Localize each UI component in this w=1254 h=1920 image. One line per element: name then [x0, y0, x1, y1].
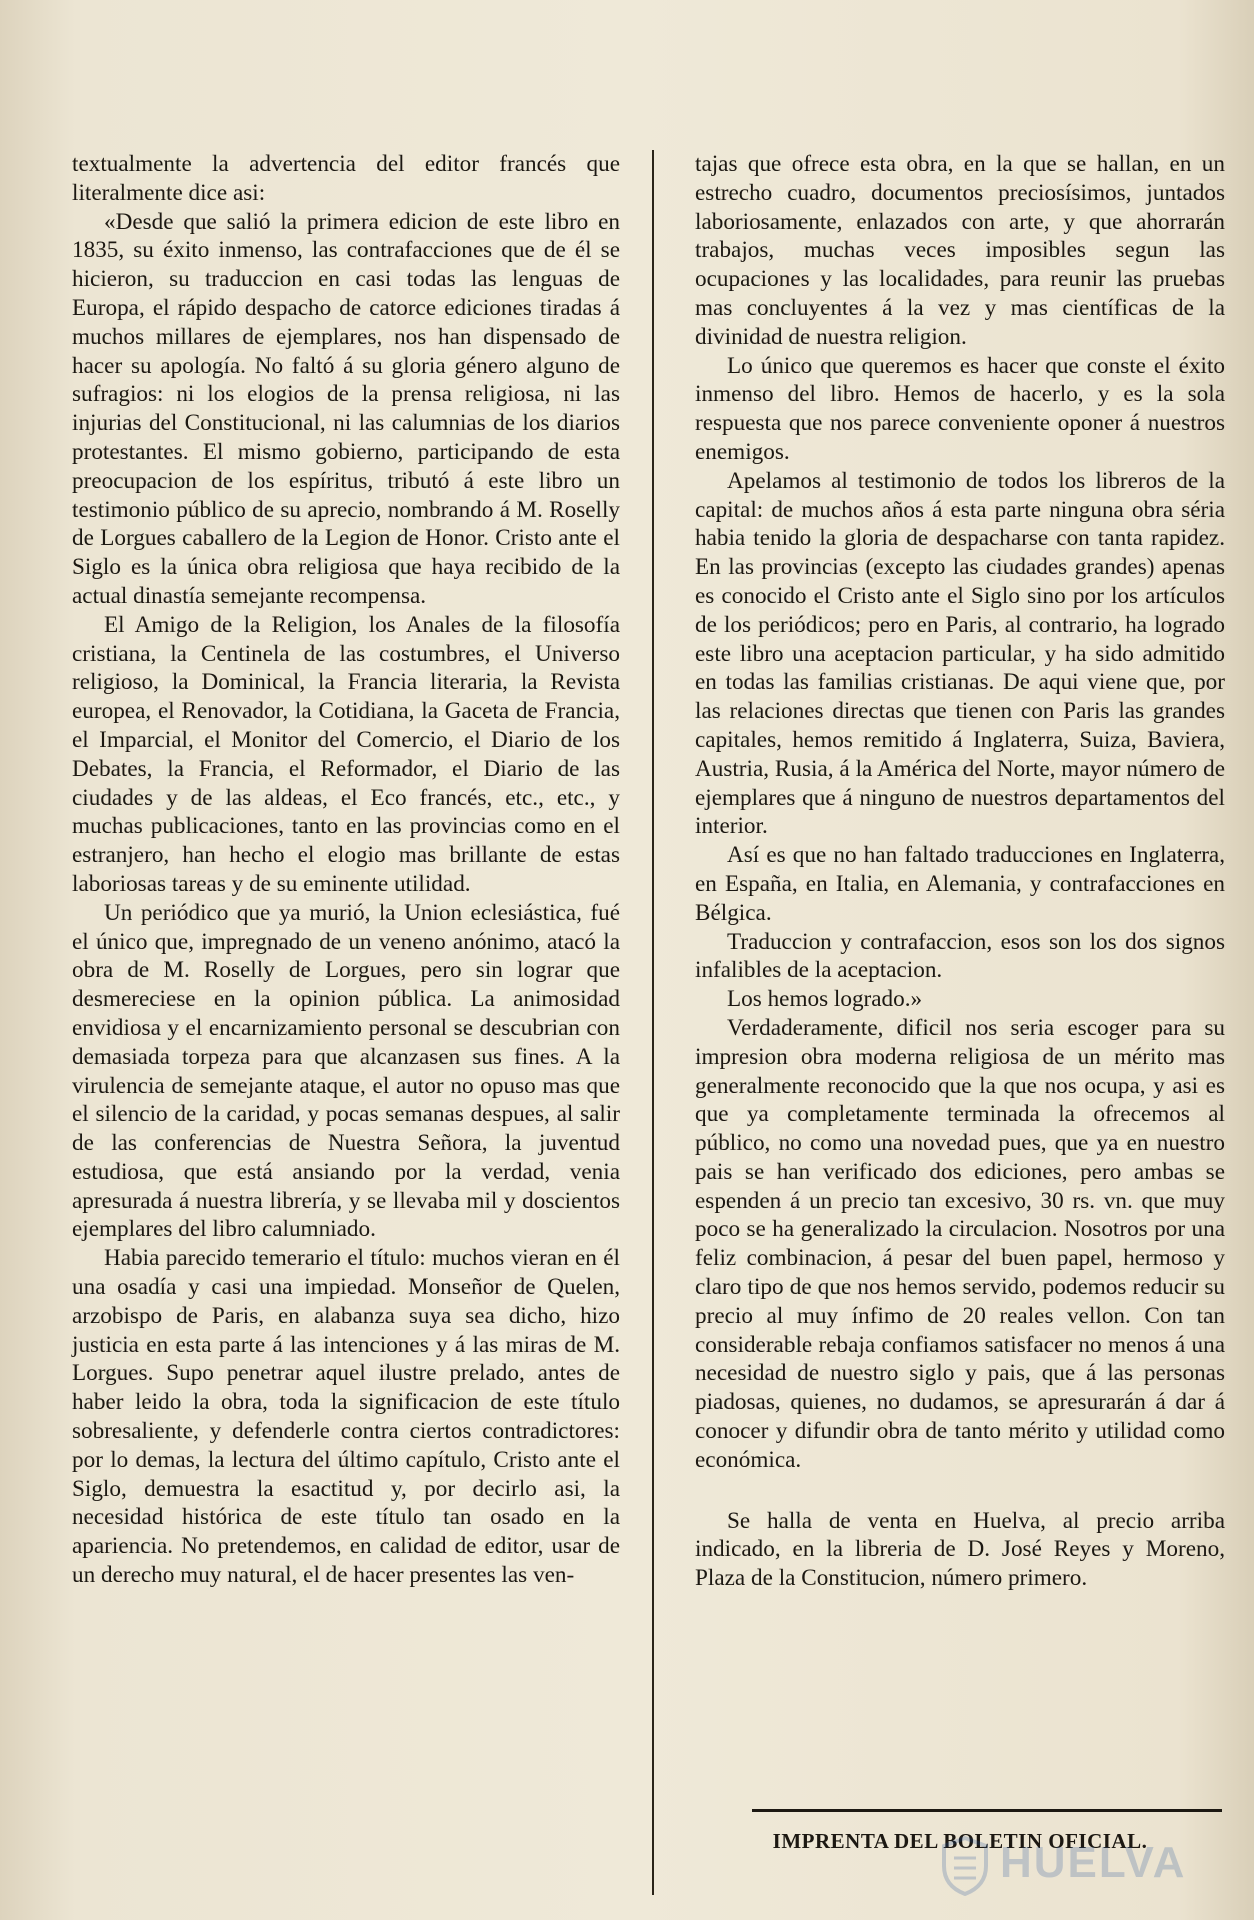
paragraph: Habia parecido temerario el título: muchos vieran en él una osadía y casi una impiedad. Monseñor de Quelen, arzobispo de Paris, en alabanza suya sea dicho, hizo justicia en esta parte á las intenciones y á las miras de M. Lorgues. Supo penetrar aquel ilustre prelado, antes de haber leido la obra, toda la significacion de este título sobresaliente, y defenderle contra ciertos contradictores: por lo demas, la lectura del último capítulo, Cristo ante el Siglo, demuestra la esactitud y, por decirlo asi, la necesidad histórica de este título tan osado en la apariencia. No pretendemos, en calidad de editor, usar de un derecho muy natural, el de hacer presentes las ven-	[72, 1245, 620, 1589]
paragraph: Verdaderamente, dificil nos seria escoger para su impresion obra moderna religiosa de un mérito mas generalmente reconocido que la que nos ocupa, y asi es que ya completamente terminada la ofrecemos al público, no como una novedad pues, que ya en nuestro pais se han verificado dos ediciones, pero ambas se espenden á un precio tan excesivo, 30 rs. vn. que muy poco se ha generalizado la circulacion. Nosotros por una feliz combinacion, á pesar del buen papel, hermoso y claro tipo de que nos hemos servido, podemos reducir su precio al muy ínfimo de 20 reales vellon. Con tan considerable rebaja confiamos satisfacer no menos á una necesidad de nuestro siglo y pais, que á las personas piadosas, quienes, no dudamos, se apresurarán á dar á conocer y difundir obra de tanto mérito y utilidad como económica.	[695, 1014, 1225, 1473]
left-column	[72, 150, 620, 1590]
column-divider	[652, 150, 654, 1895]
paragraph: Los hemos logrado.»	[727, 986, 923, 1013]
watermark-logo: HUELVA	[1000, 1838, 1187, 1887]
imprint-line: IMPRENTA DEL BOLETIN OFICIAL.	[772, 1829, 1148, 1853]
paragraph: Así es que no han faltado traducciones en Inglaterra, en España, en Italia, en Alemania, y contrafacciones en Bélgica.	[695, 842, 1225, 926]
paragraph: Traduccion y contrafaccion, esos son los dos signos infalibles de la aceptacion.	[695, 928, 1225, 984]
paragraph: Un periódico que ya murió, la Union eclesiástica, fué el único que, impregnado de un veneno anónimo, atacó la obra de M. Roselly de Lorgues, pero sin lograr que desmereciese en la opinion pública. La animosidad envidiosa y el encarnizamiento personal se descubrian con demasiada torpeza para que alcanzasen sus fines. A la virulencia de semejante ataque, el autor no opuso mas que el silencio de la caridad, y pocas semanas despues, al salir de las conferencias de Nuestra Señora, la juventud estudiosa, que está ansiando por la verdad, venia apresurada á nuestra librería, y se llevaba mil y doscientos ejemplares del libro calumniado.	[72, 899, 620, 1243]
paragraph: tajas que ofrece esta obra, en la que se hallan, en un estrecho cuadro, documentos preciosísimos, juntados laboriosamente, enlazados con arte, y que ahorrarán trabajos, muchas veces imposibles segun las ocupaciones y las localidades, para reunir las pruebas mas concluyentes á la vez y mas científicas de la divinidad de nuestra religion.	[695, 151, 1225, 350]
paragraph: «Desde que salió la primera edicion de este libro en 1835, su éxito inmenso, las contrafacciones que de él se hicieron, su traduccion en casi todas las lenguas de Europa, el rápido despacho de catorce ediciones tiradas á muchos millares de ejemplares, nos han dispensado de hacer su apología. No faltó á su gloria género alguno de sufragios: ni los elogios de la prensa religiosa, ni las injurias del Constitucional, ni las calumnias de los diarios protestantes. El mismo gobierno, participando de esta preocupacion de los espíritus, tributó á este libro un testimonio público de su aprecio, nombrando á M. Roselly de Lorgues caballero de la Legion de Honor. Cristo ante el Siglo es la única obra religiosa que haya recibido de la actual dinastía semejante recompensa.	[72, 208, 620, 609]
paragraph: Apelamos al testimonio de todos los libreros de la capital: de muchos años á esta parte ninguna obra séria habia tenido la gloria de despacharse con tanta rapidez. En las provincias (excepto las ciudades grandes) apenas es conocido el Cristo ante el Siglo sino por los artículos de los periódicos; pero en Paris, al contrario, ha logrado este libro una aceptacion particular, y ha sido admitido en todas las familias cristianas. De aqui viene que, por las relaciones directas que tienen con Paris las grandes capitales, hemos remitido á Inglaterra, Suiza, Baviera, Austria, Rusia, á la América del Norte, mayor número de ejemplares que á ninguno de nuestros departamentos del interior.	[695, 467, 1225, 840]
sale-notice: Se halla de venta en Huelva, al precio arriba indicado, en la libreria de D. José Reyes y Moreno, Plaza de la Constitucion, número primero.	[695, 1507, 1225, 1592]
right-column	[695, 150, 1225, 1593]
footer-rule	[752, 1809, 1222, 1812]
crest-watermark-icon	[940, 1836, 990, 1896]
paragraph: Lo único que queremos es hacer que conste el éxito inmenso del libro. Hemos de hacerlo, y es la sola respuesta que nos parece conveniente oponer á nuestros enemigos.	[695, 352, 1225, 465]
paragraph: textualmente la advertencia del editor francés que literalmente dice asi:	[72, 151, 620, 206]
paragraph: El Amigo de la Religion, los Anales de la filosofía cristiana, la Centinela de las costumbres, el Universo religioso, la Dominical, la Francia literaria, la Revista europea, el Renovador, la Cotidiana, la Gaceta de Francia, el Imparcial, el Monitor del Comercio, el Diario de los Debates, la Francia, el Reformador, el Diario de las ciudades y de las aldeas, el Eco francés, etc., etc., y muchas publicaciones, tanto en las provincias como en el estranjero, han hecho el elogio mas brillante de estas laboriosas tareas y de su eminente utilidad.	[72, 611, 620, 897]
